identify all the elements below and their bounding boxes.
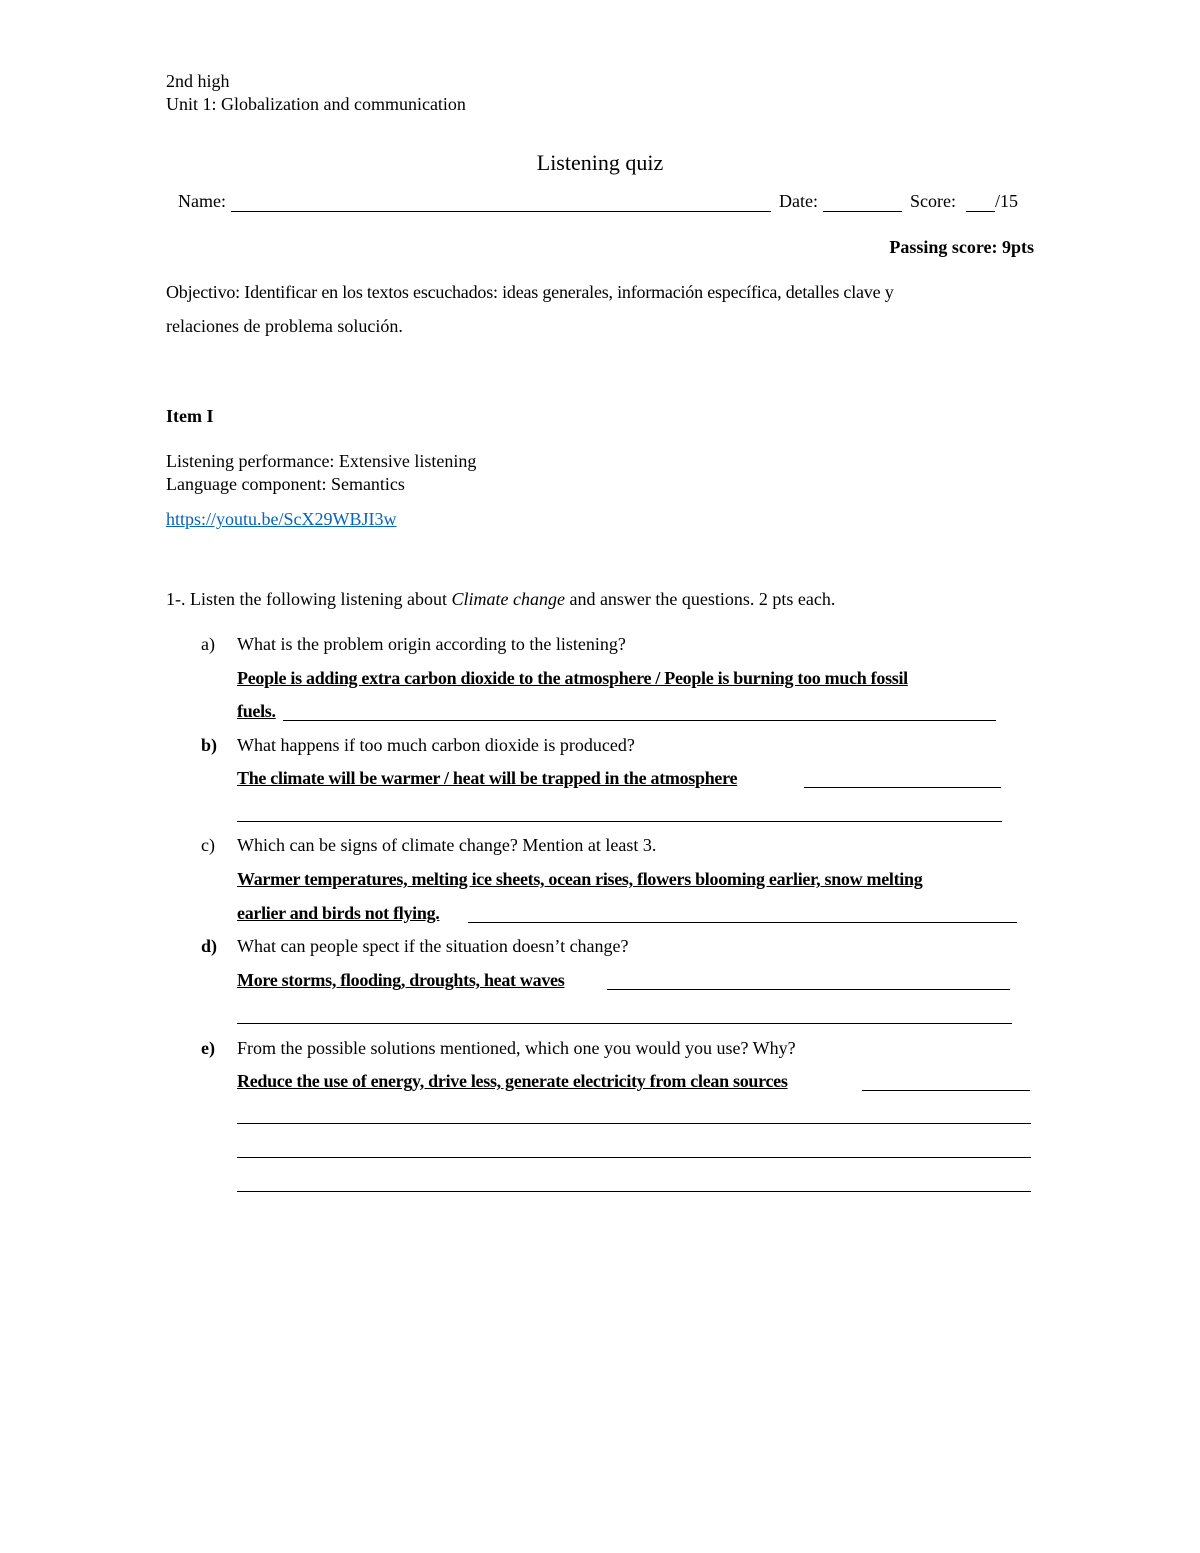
answer-b-blank-2[interactable] [237, 821, 1002, 822]
question-letter-a: a) [201, 634, 215, 654]
instruction [166, 588, 835, 610]
answer-a-line-1: People is adding extra carbon dioxide to the atmosphere / People is burning too much fossil [237, 668, 908, 688]
listening-performance: Listening performance: Extensive listening [166, 451, 477, 471]
question-letter-e: e) [201, 1038, 215, 1058]
grade-label: 2nd high [166, 71, 230, 91]
question-d: What can people spect if the situation doesn’t change? [237, 936, 629, 956]
question-letter-c: c) [201, 835, 215, 855]
question-c: Which can be signs of climate change? Mention at least 3. [237, 835, 657, 855]
answer-d-line-1: More storms, flooding, droughts, heat waves [237, 970, 565, 990]
answer-b-blank-1[interactable] [804, 787, 1001, 788]
instruction-topic: Climate change [451, 589, 565, 609]
answer-e-blank-3[interactable] [237, 1157, 1031, 1158]
answer-e-line-1: Reduce the use of energy, drive less, generate electricity from clean sources [237, 1071, 788, 1091]
answer-b-line-1: The climate will be warmer / heat will be trapped in the atmosphere [237, 768, 738, 788]
question-a: What is the problem origin according to the listening? [237, 634, 626, 654]
score-label: Score: [910, 191, 956, 211]
objective-line-1: Objectivo: Identificar en los textos escuchados: ideas generales, información específica, detalles clave y [166, 282, 894, 302]
question-letter-d: d) [201, 936, 218, 956]
instruction-prefix: 1-. Listen the following listening about [166, 589, 452, 609]
item-heading: Item I [166, 406, 214, 426]
answer-c-line-2: earlier and birds not flying. [237, 903, 440, 923]
name-field[interactable] [231, 211, 771, 212]
page-title: Listening quiz [536, 150, 664, 175]
date-label: Date: [779, 191, 818, 211]
passing-score: Passing score: 9pts [889, 237, 1034, 257]
objective-line-2: relaciones de problema solución. [166, 316, 403, 336]
answer-a-line-2: fuels. [237, 701, 276, 721]
question-b: What happens if too much carbon dioxide is produced? [237, 735, 635, 755]
answer-d-blank-1[interactable] [607, 989, 1010, 990]
answer-c-blank[interactable] [468, 922, 1017, 923]
score-field[interactable] [966, 211, 995, 212]
name-label: Name: [178, 191, 226, 211]
score-total: /15 [995, 191, 1019, 211]
video-link[interactable]: https://youtu.be/ScX29WBJI3w [166, 509, 397, 529]
question-e: From the possible solutions mentioned, which one you would you use? Why? [237, 1038, 796, 1058]
answer-e-blank-1[interactable] [862, 1090, 1030, 1091]
answer-e-blank-4[interactable] [237, 1191, 1031, 1192]
answer-c-line-1: Warmer temperatures, melting ice sheets, ocean rises, flowers blooming earlier, snow melting [237, 869, 923, 889]
answer-e-blank-2[interactable] [237, 1123, 1031, 1124]
answer-a-blank[interactable] [283, 720, 996, 721]
language-component: Language component: Semantics [166, 474, 405, 494]
answer-d-blank-2[interactable] [237, 1023, 1012, 1024]
date-field[interactable] [823, 211, 902, 212]
unit-label: Unit 1: Globalization and communication [166, 94, 466, 114]
instruction-suffix: and answer the questions. 2 pts each. [564, 589, 836, 609]
question-letter-b: b) [201, 735, 218, 755]
